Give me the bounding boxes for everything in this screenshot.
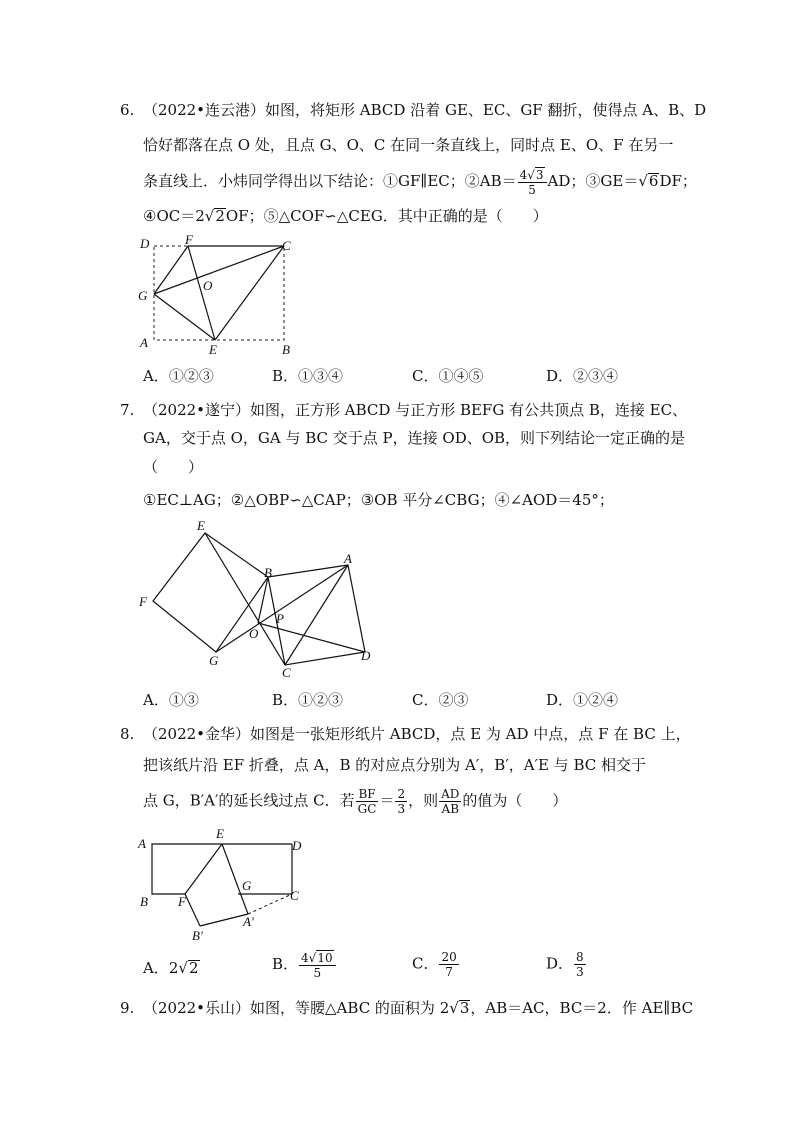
point-label-A: A [344,551,352,566]
q8-figure [130,822,320,947]
q6-option-d: D．②③④ [546,367,619,385]
fraction: $\frac{4√10}{5}$ [299,950,336,980]
q7-option-d: D．①②④ [546,691,619,709]
q8-text-line-2: 把该纸片沿 EF 折叠，点 A，B 的对应点分别为 A′，B′，A′E 与 BC 相交于 [143,756,646,774]
point-label-B: B [140,894,148,909]
fraction: $\frac{8}{3}$ [576,950,584,979]
point-label-G: G [242,878,252,893]
point-label-G: G [138,288,148,303]
point-label-A-prime: A′ [243,914,254,929]
point-label-C: C [290,888,299,903]
q6-text-line-2: 恰好都落在点 O 处，且点 G、O、C 在同一条直线上，同时点 E、O、F 在另一 [143,136,674,154]
q8-option-d: D． $\frac{8}{3}$ [546,950,584,979]
q7-option-c: C．②③ [412,691,469,709]
fraction: $\frac{BF}{GC}$ [357,787,377,816]
point-label-G: G [209,653,219,668]
point-label-E: E [209,342,217,357]
point-label-F: F [139,594,147,609]
point-label-B: B [282,342,290,357]
point-label-O: O [249,626,259,641]
point-label-B: B [264,565,272,580]
point-label-D: D [361,648,371,663]
q6-text-line-4: ④OC＝2√2OF；⑤△COF∽△CEG．其中正确的是（ ） [143,207,548,225]
fraction: $\frac{20}{7}$ [441,950,457,979]
point-label-C: C [282,665,291,680]
fraction: $\frac{2}{3}$ [397,787,406,816]
q7-text-line-2: GA，交于点 O，GA 与 BC 交于点 P，连接 OD、OB，则下列结论一定正确的是 [143,429,686,447]
point-label-C: C [282,238,291,253]
point-label-D: D [292,838,302,853]
question-number: 8. [120,725,135,743]
question-number: 7. [120,401,135,419]
question-number: 6. [120,101,135,119]
q7-figure [130,515,390,685]
point-label-F: F [185,232,193,247]
point-label-P: P [276,611,284,626]
q6-text-line-3: 条直线上．小炜同学得出以下结论：①GF∥EC；②AB＝ $\frac{4√3}{5}$ AD；③GE＝√6DF； [143,168,697,197]
q7-text-line-4: ①EC⊥AG；②△OBP∽△CAP；③OB 平分∠CBG；④∠AOD＝45°； [143,491,614,509]
fraction: $\frac{4√3}{5}$ [518,167,547,197]
q6-text-line-1: （2022•连云港）如图，将矩形 ABCD 沿着 GE、EC、GF 翻折，使得点 A、B、D [143,101,707,119]
q9-text-line-1: （2022•乐山）如图，等腰△ABC 的面积为 2√3，AB＝AC，BC＝2．作 AE∥BC [143,999,694,1017]
point-label-O: O [203,278,213,293]
q6-figure [130,232,310,362]
point-label-F: F [178,894,186,909]
q8-option-c: C． $\frac{20}{7}$ [412,950,457,979]
point-label-E: E [216,826,224,841]
q8-option-b: B． $\frac{4√10}{5}$ [272,950,337,980]
point-label-B-prime: B′ [192,928,203,943]
q7-option-b: B．①②③ [272,691,344,709]
q7-text-line-3: （ ） [143,458,204,476]
q6-option-b: B．①③④ [272,367,344,385]
point-label-D: D [140,236,150,251]
q8-text-line-1: （2022•金华）如图是一张矩形纸片 ABCD，点 E 为 AD 中点，点 F 在 BC 上， [143,725,691,743]
q6-option-a: A．①②③ [143,367,214,385]
q7-option-a: A．①③ [143,691,199,709]
q6-option-c: C．①④⑤ [412,367,484,385]
point-label-E: E [197,518,205,533]
q7-text-line-1: （2022•遂宁）如图，正方形 ABCD 与正方形 BEFG 有公共顶点 B，连接 EC、 [143,401,688,419]
question-number: 9. [120,999,135,1017]
q8-text-line-3: 点 G，B′A′的延长线过点 C．若 $\frac{BF}{GC}$ ＝ $\frac{2}{3}$ ，则 $\frac{AD}{AB}$ 的值为（ ） [143,787,568,816]
fraction: $\frac{AD}{AB}$ [441,787,460,816]
point-label-A: A [140,335,148,350]
q8-option-a: A．2√2 [143,959,199,977]
point-label-A: A [138,836,146,851]
